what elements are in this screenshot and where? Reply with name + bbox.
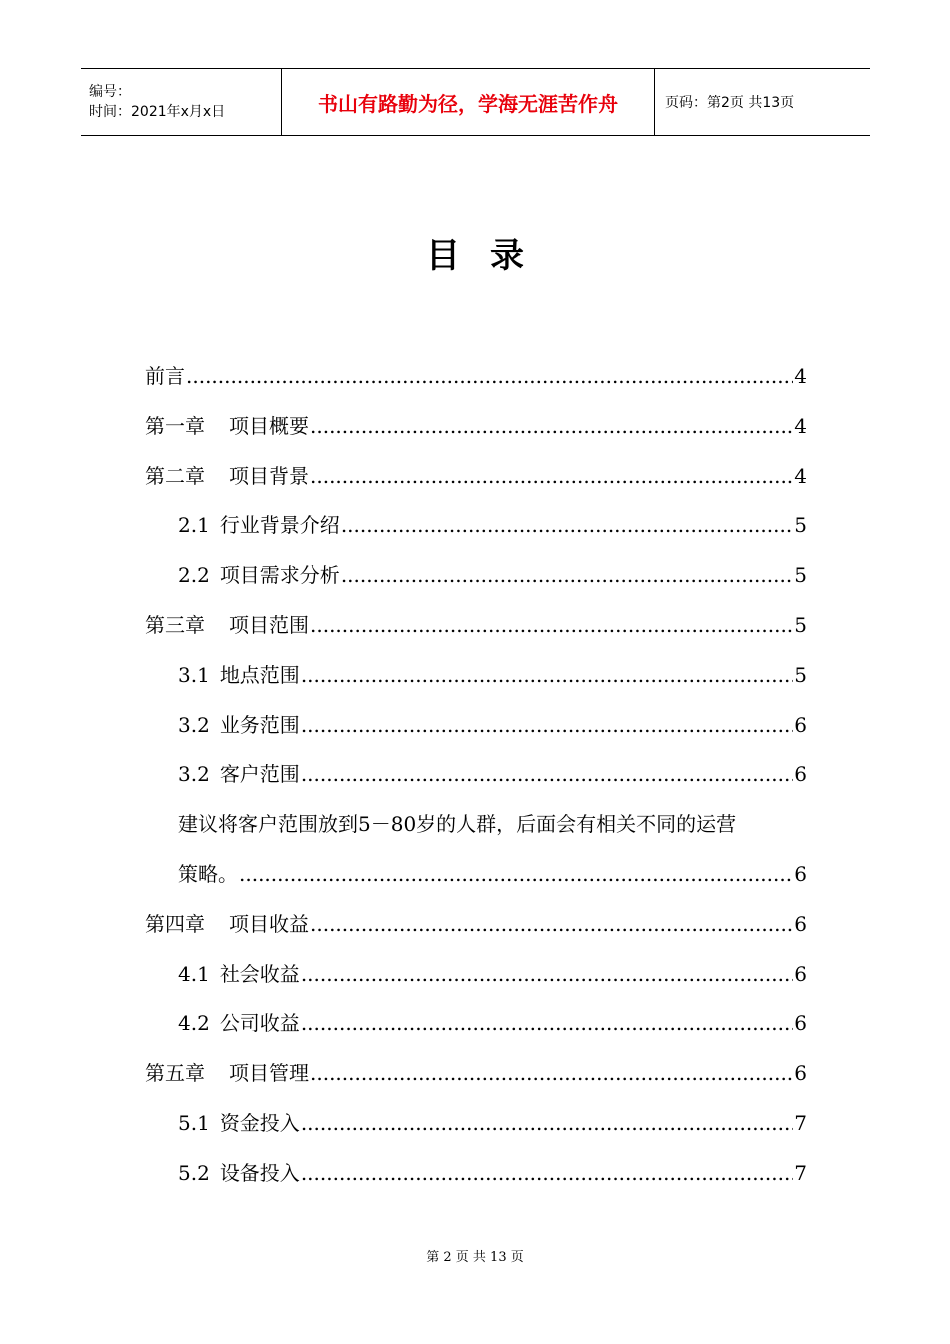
toc-label: 策略。 (178, 861, 238, 886)
toc-number: 第五章 (145, 1061, 205, 1086)
toc-leader (301, 1099, 793, 1149)
code-label: 编号： (89, 84, 131, 100)
toc-item-preface[interactable] (145, 352, 807, 402)
toc-page: 6 (794, 762, 807, 787)
toc-label: 前言 (145, 364, 185, 388)
toc-leader (186, 352, 793, 402)
page-title: 目录 (426, 236, 554, 276)
header-meta (81, 69, 282, 135)
toc-number: 5.2 (178, 1160, 210, 1185)
header-page-info: 页码：第2页 共13页 (665, 95, 795, 111)
toc-label: 公司收益 (219, 1011, 300, 1036)
toc-item-4-2[interactable] (145, 999, 807, 1049)
toc-label: 行业背景介绍 (219, 513, 340, 538)
toc-item-5-1[interactable] (145, 1099, 807, 1149)
toc-leader (310, 601, 793, 651)
toc-leader (301, 651, 793, 701)
toc-number: 第二章 (145, 463, 205, 488)
toc-page: 5 (794, 513, 807, 538)
toc-number: 4.1 (178, 961, 210, 986)
time-label: 时间：2021年x月x日 (89, 104, 226, 120)
toc-number: 第一章 (145, 413, 205, 438)
toc-page: 7 (794, 1110, 807, 1135)
toc-item-chapter-5[interactable] (145, 1049, 807, 1099)
toc-label: 业务范围 (219, 712, 300, 737)
toc-page: 6 (794, 712, 807, 737)
page-header (81, 68, 870, 136)
toc-item-3-2-customer[interactable] (145, 750, 807, 800)
toc-label: 社会收益 (219, 961, 300, 986)
toc-number: 第四章 (145, 911, 205, 936)
toc-suggestion-line[interactable]: 建议将客户范围放到5－80岁的人群，后面会有相关不同的运营 (178, 812, 737, 837)
toc-item-3-1[interactable] (145, 651, 807, 701)
toc-item-4-1[interactable] (145, 950, 807, 1000)
toc-label: 资金投入 (219, 1110, 300, 1135)
toc-item-chapter-1[interactable] (145, 402, 807, 452)
toc-leader (341, 551, 793, 601)
toc-number: 4.2 (178, 1011, 210, 1036)
toc-number: 5.1 (178, 1110, 210, 1135)
toc-page: 6 (794, 1061, 807, 1086)
toc-item-chapter-4[interactable] (145, 900, 807, 950)
toc-number: 3.2 (178, 762, 210, 787)
toc-item-strategy[interactable] (145, 850, 807, 900)
toc-item-2-2[interactable] (145, 551, 807, 601)
toc-leader (310, 900, 793, 950)
toc-label: 项目范围 (229, 612, 309, 637)
toc-page: 5 (794, 563, 807, 588)
toc-page: 4 (794, 463, 807, 488)
toc-page: 6 (794, 861, 807, 886)
toc-label: 项目收益 (229, 911, 309, 936)
toc-leader (301, 999, 793, 1049)
toc-label: 项目需求分析 (219, 563, 340, 588)
toc-leader (239, 850, 793, 900)
toc-leader (301, 1149, 793, 1199)
toc-page: 7 (794, 1160, 807, 1185)
toc-number: 2.1 (178, 513, 210, 538)
toc-number: 2.2 (178, 563, 210, 588)
toc-number: 第三章 (145, 612, 205, 637)
toc-leader (301, 750, 793, 800)
toc-page: 6 (794, 1011, 807, 1036)
header-motto: 书山有路勤为径，学海无涯苦作舟 (282, 69, 655, 135)
toc-page: 6 (794, 911, 807, 936)
toc-label: 地点范围 (219, 662, 300, 687)
toc-label: 项目概要 (229, 413, 309, 438)
toc-leader (310, 402, 793, 452)
toc-page: 4 (794, 413, 807, 438)
toc-item-3-2-business[interactable] (145, 701, 807, 751)
toc-label: 设备投入 (219, 1160, 300, 1185)
toc-number: 3.2 (178, 712, 210, 737)
toc-item-chapter-3[interactable] (145, 601, 807, 651)
toc-leader (310, 452, 793, 502)
page-footer: 第 2 页 共 13 页 (426, 1250, 524, 1265)
toc-item-2-1[interactable] (145, 501, 807, 551)
toc-page: 6 (794, 961, 807, 986)
toc-page: 5 (794, 662, 807, 687)
toc-page: 5 (794, 612, 807, 637)
table-of-contents (145, 352, 807, 1199)
toc-item-chapter-2[interactable] (145, 452, 807, 502)
toc-leader (301, 950, 793, 1000)
toc-label: 客户范围 (219, 762, 300, 787)
toc-number: 3.1 (178, 662, 210, 687)
toc-leader (301, 701, 793, 751)
toc-label: 项目管理 (229, 1061, 309, 1086)
toc-leader (341, 501, 793, 551)
toc-item-5-2[interactable] (145, 1149, 807, 1199)
toc-label: 项目背景 (229, 463, 309, 488)
toc-page: 4 (794, 364, 807, 388)
toc-leader (310, 1049, 793, 1099)
